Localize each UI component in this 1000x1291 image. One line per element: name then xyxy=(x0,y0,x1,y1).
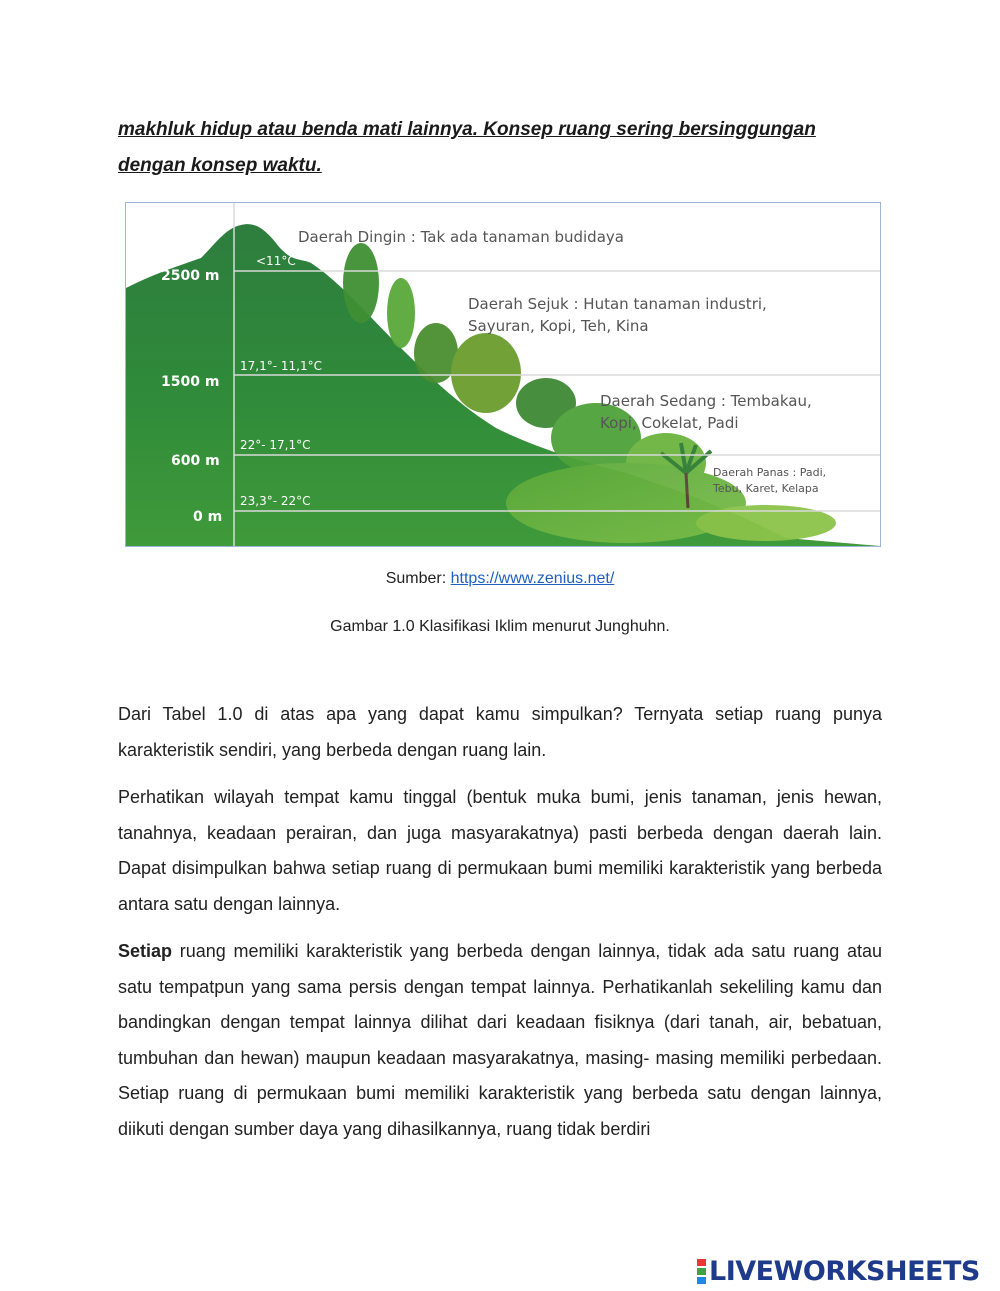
zone-sedang-label: Daerah Sedang : Tembakau, xyxy=(600,392,812,410)
altitude-label: 600 m xyxy=(171,453,220,469)
intro-line: dengan konsep waktu. xyxy=(118,155,322,176)
zone-dingin-label: Daerah Dingin : Tak ada tanaman budidaya xyxy=(298,228,624,246)
temperature-label: 23,3°- 22°C xyxy=(240,494,311,508)
temperature-label: 22°- 17,1°C xyxy=(240,438,311,452)
altitude-label: 1500 m xyxy=(161,374,220,390)
climate-figure xyxy=(125,202,881,547)
logo-block xyxy=(697,1277,706,1284)
climate-illustration xyxy=(126,203,880,546)
intro-text xyxy=(118,112,882,184)
liveworksheets-logo xyxy=(697,1255,980,1287)
zone-panas-label: Tebu, Karet, Kelapa xyxy=(713,482,819,495)
paragraph-body: ruang memiliki karakteristik yang berbeda dengan lainnya, tidak ada satu ruang atau satu tempatpun yang sama persis dengan tempat lainnya. Perhatikanlah sekeliling kamu dan bandingkan dengan tempat lainnya dilihat dari keadaan fisiknya (dari tanah, air, bebatuan, tumbuhan dan hewan) maupun keadaan masyarakatnya, masing- masing memiliki perbedaan. Setiap ruang di permukaan bumi memiliki karakteristik yang berbeda satu dengan lainnya, diikuti dengan sumber daya yang dihasilkannya, ruang tidak berdiri xyxy=(118,941,882,1139)
zone-sejuk-label: Daerah Sejuk : Hutan tanaman industri, xyxy=(468,295,767,313)
intro-line: makhluk hidup atau benda mati lainnya. Konsep ruang sering bersinggungan xyxy=(118,119,816,140)
zone-sedang-label: Kopi, Cokelat, Padi xyxy=(600,414,739,432)
logo-block xyxy=(697,1259,706,1266)
temperature-label: <11°C xyxy=(256,254,296,268)
logo-text: LIVEWORKSHEETS xyxy=(709,1255,980,1287)
zone-sejuk-label: Sayuran, Kopi, Teh, Kina xyxy=(468,317,649,335)
logo-block xyxy=(697,1268,706,1275)
temperature-label: 17,1°- 11,1°C xyxy=(240,359,322,373)
paragraph-lead-bold: Setiap xyxy=(118,941,173,961)
logo-mark-icon xyxy=(697,1259,706,1284)
paragraph: Dari Tabel 1.0 di atas apa yang dapat kamu simpulkan? Ternyata setiap ruang punya karakteristik sendiri, yang berbeda dengan ruang lain. xyxy=(118,704,882,760)
zone-panas-label: Daerah Panas : Padi, xyxy=(713,466,827,479)
altitude-label: 0 m xyxy=(193,509,223,525)
paragraph: Perhatikan wilayah tempat kamu tinggal (bentuk muka bumi, jenis tanaman, jenis hewan, tanahnya, keadaan perairan, dan juga masyarakatnya) pasti berbeda dengan daerah lain. Dapat disimpulkan bahwa setiap ruang di permukaan bumi memiliki karakteristik yang berbeda antara satu dengan lainnya. xyxy=(118,787,882,914)
figure-source xyxy=(0,570,1000,588)
altitude-label: 2500 m xyxy=(161,268,220,284)
source-label: Sumber: xyxy=(385,570,447,587)
paragraph xyxy=(118,934,882,1147)
source-link[interactable]: https://www.zenius.net/ xyxy=(450,570,615,587)
figure-caption: Gambar 1.0 Klasifikasi Iklim menurut Junghuhn. xyxy=(330,618,670,635)
